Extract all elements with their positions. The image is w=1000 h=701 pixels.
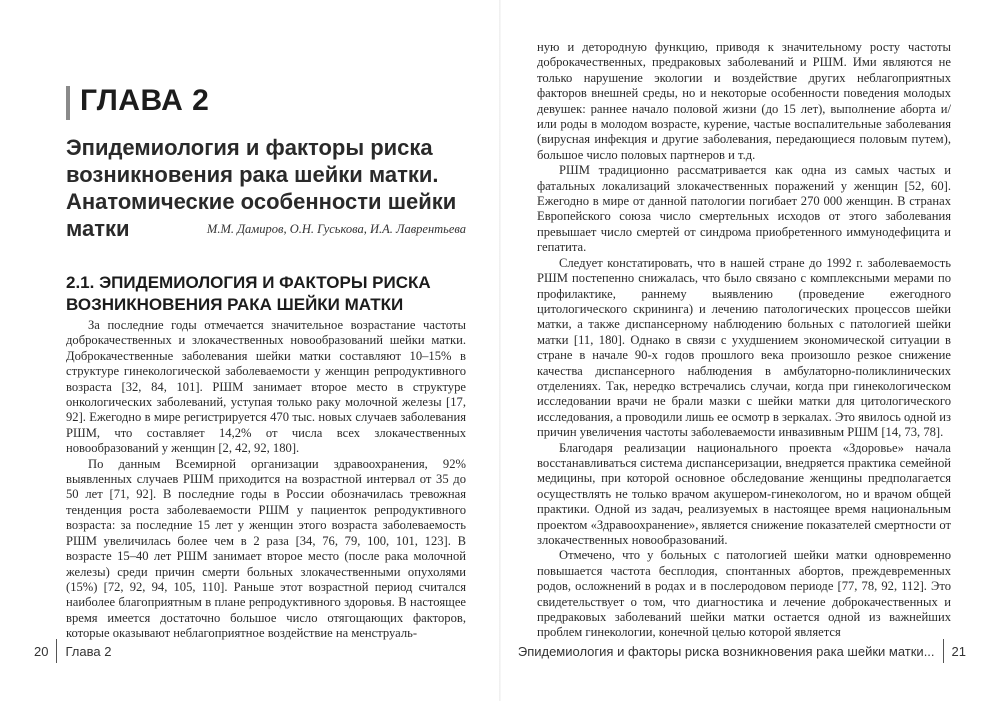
running-title: Эпидемиология и факторы риска возникновения рака шейки матки... [517, 643, 935, 659]
footer-divider [943, 639, 944, 663]
right-page [500, 0, 1000, 701]
right-body-text [537, 40, 951, 641]
chapter-title: ГЛАВА 2 [80, 84, 210, 117]
chapter-subtitle: Эпидемиология и факторы риска возникновения рака шейки матки. Анатомические особенности шейки матки [66, 135, 457, 241]
chapter-accent-bar [66, 86, 70, 120]
footer-divider [56, 639, 57, 663]
page-number: 21 [951, 643, 966, 659]
page-number: 20 [34, 643, 49, 659]
paragraph: Благодаря реализации национального проекта «Здоровье» начала восстанавливаться система диспансеризации, внедряется практика семейной медицины, при которой основное обследование женщины предполагается осуществлять не только врачом акушером-гинекологом, но и врачом общей практики. Одной из задач, реализуемых в настоящее время национальным проектом «Здравоохранение», является снижение показателей смертности от злокачественных новообразований. [537, 440, 951, 547]
paragraph: За последние годы отмечается значительное возрастание частоты доброкачественных и злокачественных новообразований шейки матки. Доброкачественные заболевания шейки матки составляют 10–15% в структуре гинекологической заболеваемости у женщин репродуктивного возраста [32, 84, 101]. РШМ занимает второе место в структуре онкологических заболеваний, уступая только раку молочной железы [17, 92]. Ежегодно в мире регистрируется 470 тыс. новых случаев заболевания РШМ, что составляет 14,2% от числа всех злокачественных новообразований у женщин [2, 42, 92, 180]. [66, 318, 466, 456]
running-title: Глава 2 [65, 643, 112, 659]
left-footer [34, 638, 111, 664]
right-footer [518, 638, 966, 664]
paragraph: По данным Всемирной организации здравоохранения, 92% выявленных случаев РШМ приходится на возрастной интервал от 35 до 50 лет [71, 92]. В последние годы в России обозначилась тревожная тенденция роста заболеваемости РШМ у пациенток репродуктивного возраста: за последние 15 лет у женщин этого возраста заболеваемость РШМ увеличилась более чем в 2 раза [34, 76, 79, 100, 101, 123]. В возрасте 15–40 лет РШМ занимает второе место (после рака молочной железы) среди причин смерти больных злокачественными опухолями (15%) [72, 92, 94, 105, 110]. Раньше этот возрастной период считался наиболее благоприятным в плане репродуктивного здоровья. В настоящее время имеется достаточно большое число отягощающих факторов, которые оказывают неблагоприятное воздействие на менструаль- [66, 456, 466, 641]
paragraph: РШМ традиционно рассматривается как одна из самых частых и фатальных локализаций злокачественных поражений у женщин [52, 60]. Ежегодно в мире от данной патологии погибает 270 000 женщин. В странах Европейского союза число смертельных исходов от этого заболевания превышает число смертей от синдрома приобретенного иммунодефицита и гепатита. [537, 163, 951, 255]
paragraph: Отмечено, что у больных с патологией шейки матки одновременно повышается частота бесплодия, спонтанных абортов, преждевременных родов, осложнений в родах и в послеродовом периоде [77, 78, 92, 112]. Это свидетельствует о том, что диагностика и лечение доброкачественных и предраковых заболеваний шейки матки остается одной из важнейших проблем гинекологии, конечной целью которой является [537, 548, 951, 640]
paragraph: ную и детородную функцию, приводя к значительному росту частоты доброкачественных, предраковых заболеваний и РШМ. Ими являются не только нарушение экологии и воздействие других неблагоприятных факторов внешней среды, но и некоторые особенности поведения молодых девушек: раннее начало половой жизни (до 15 лет), выполнение аборта и/или роды в молодом возрасте, курение, частые воспалительные заболевания (вирусная инфекция и другие заболевания, передающиеся половым путем), большое число половых партнеров и т.д. [537, 40, 951, 162]
left-body-text [66, 318, 466, 642]
paragraph: Следует констатировать, что в нашей стране до 1992 г. заболеваемость РШМ постепенно снижалась, что было связано с комплексными мерами по профилактике, раннему выявлению (проведение ежегодного цитологического скрининга) и лечению патологических процессов шейки матки, а также диспансерному наблюдению больных с патологией шейки матки [11, 180]. Однако в связи с ухудшением экономической ситуации в стране в начале 90-х годов прошлого века произошло резкое снижение качества диспансерного наблюдения в амбулаторно-поликлинических отделениях. Так, нередко встречались случаи, когда при гинекологическом исследовании врачи не брали мазки с шейки матки для цитологического исследования, а проводили лишь ее осмотр в зеркалах. Это явилось одной из причин увеличения частоты заболеваемости инвазивным РШМ [14, 73, 78]. [537, 255, 951, 440]
section-title: 2.1. ЭПИДЕМИОЛОГИЯ И ФАКТОРЫ РИСКА ВОЗНИКНОВЕНИЯ РАКА ШЕЙКИ МАТКИ [66, 273, 431, 314]
authors: М.М. Дамиров, О.Н. Гуськова, И.А. Лаврентьева [206, 222, 466, 236]
